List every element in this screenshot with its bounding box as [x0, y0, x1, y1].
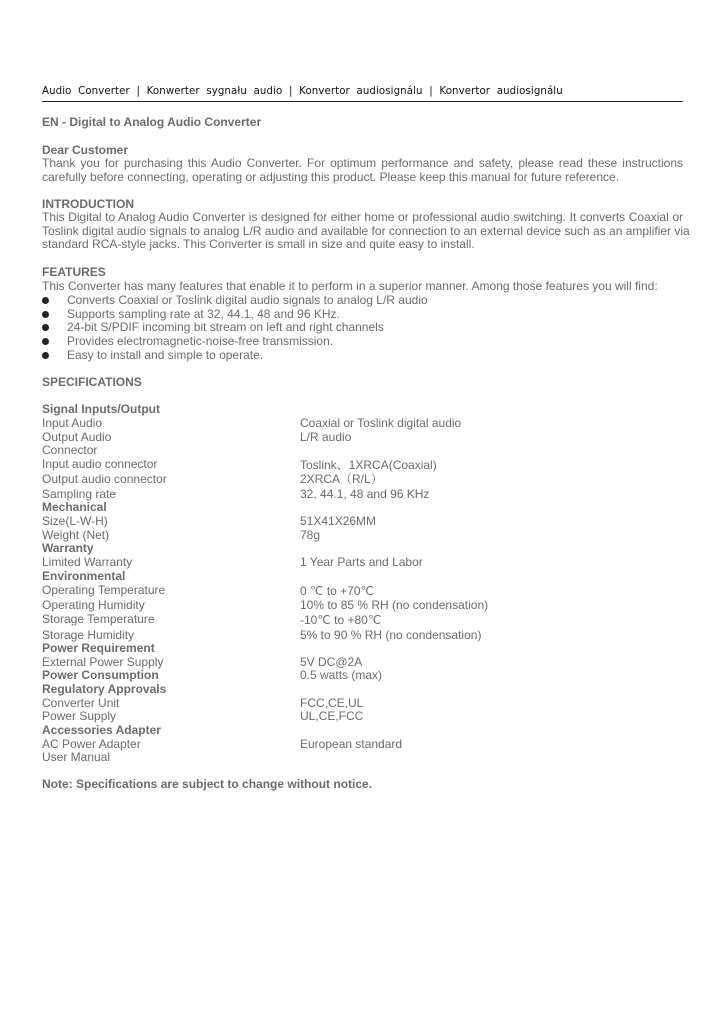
spec-row: Converter Unit FCC,CE,UL [42, 696, 364, 710]
intro-line: standard RCA-style jacks. This Converter is small in size and quite easy to install. [42, 237, 475, 252]
bullet-icon [42, 352, 49, 359]
intro-line: This Digital to Analog Audio Converter is designed for either home or professional audio switching. It converts Coaxial or [42, 210, 683, 224]
spec-row: Weight (Net) 78g [42, 528, 321, 542]
spec-group-environmental: Environmental [42, 569, 126, 583]
spec-row: Power Consumption 0.5 watts (max) [42, 668, 383, 682]
note: Note: Specifications are subject to change without notice. [42, 777, 373, 791]
specs-heading: SPECIFICATIONS [42, 375, 142, 389]
spec-row: Size(L-W-H) 51X41X26MM [42, 514, 377, 528]
spec-row: Output audio connector 2XRCA（R/L） [42, 472, 383, 486]
dear-line: carefully before connecting, operating or adjusting this product. Please keep this manual for future reference. [42, 169, 620, 184]
page-header: Audio Converter | Konwerter sygnału audio | Konvertor audiosignálu | Konvertor audiosignálu [42, 86, 683, 102]
features-heading: FEATURES [42, 265, 106, 279]
bullet-icon [42, 324, 49, 331]
spec-group-accessories: Accessories Adapter [42, 723, 161, 737]
bullet-icon [42, 311, 49, 318]
spec-row: Operating Temperature 0 ℃ to +70℃ [42, 583, 374, 598]
bullet-icon [42, 338, 49, 345]
spec-row: Sampling rate 32, 44.1, 48 and 96 KHz [42, 487, 430, 501]
spec-row: Operating Humidity 10% to 85 % RH (no condensation) [42, 598, 489, 612]
spec-group-mechanical: Mechanical [42, 500, 107, 514]
dear-line: Thank you for purchasing this Audio Converter. For optimum performance and safety, please read these instructions [42, 156, 683, 170]
spec-group-warranty: Warranty [42, 541, 94, 555]
dear-paragraph [42, 157, 683, 184]
spec-group-power-requirement: Power Requirement [42, 641, 155, 655]
bullet-icon [42, 297, 49, 304]
spec-group-signal: Signal Inputs/Output [42, 402, 160, 416]
spec-user-manual: User Manual [42, 750, 111, 764]
intro-paragraph [42, 210, 690, 252]
intro-line: Toslink digital audio signals to analog L/R audio and available for connection to an external device such as an amplifier via [42, 223, 690, 238]
dear-heading: Dear Customer [42, 143, 129, 157]
spec-row: Input Audio Coaxial or Toslink digital audio [42, 416, 462, 430]
spec-row: Limited Warranty 1 Year Parts and Labor [42, 555, 423, 569]
spec-row: Power Supply UL,CE,FCC [42, 709, 364, 723]
spec-row: Output Audio L/R audio [42, 430, 352, 444]
features-intro: This Converter has many features that enable it to perform in a superior manner. Among those features you will find: [42, 279, 658, 293]
spec-row: Storage Humidity 5% to 90 % RH (no condensation) [42, 628, 482, 642]
spec-row: Storage Temperature -10℃ to +80℃ [42, 612, 382, 627]
spec-row: AC Power Adapter European standard [42, 737, 403, 751]
spec-row: Input audio connector Toslink、1XRCA(Coaxial) [42, 457, 437, 472]
intro-heading: INTRODUCTION [42, 197, 134, 211]
document-title: EN - Digital to Analog Audio Converter [42, 115, 262, 129]
spec-row: External Power Supply 5V DC@2A [42, 655, 363, 669]
spec-group-regulatory: Regulatory Approvals [42, 682, 167, 696]
spec-connector-label: Connector [42, 443, 98, 457]
